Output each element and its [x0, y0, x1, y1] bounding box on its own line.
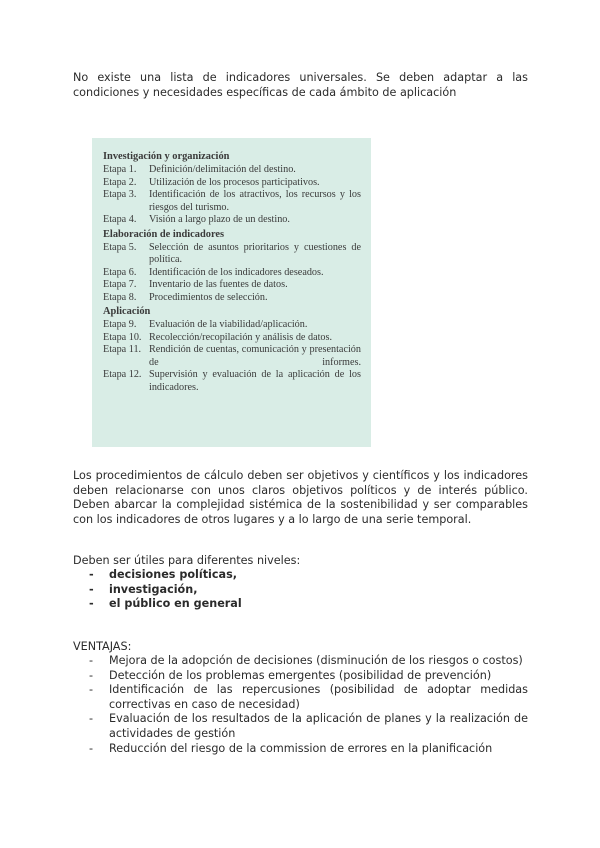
stage-number: Etapa 1. [103, 164, 137, 175]
stage-text: Procedimientos de selección. [149, 291, 268, 303]
stage-text: Identificación de los indicadores deseados. [149, 266, 324, 278]
stage-number: Etapa 4. [103, 214, 137, 225]
advantages-list [73, 654, 528, 756]
stage-text: Evaluación de la viabilidad/aplicación. [149, 319, 308, 330]
intro-paragraph: No existe una lista de indicadores universales. Se deben adaptar a las condiciones y necesidades específicas de cada ámbito de aplicación [73, 71, 528, 99]
stage-text: Utilización de los procesos participativos. [149, 176, 320, 188]
stage-row [103, 369, 361, 394]
procedures-paragraph: Los procedimientos de cálculo deben ser objetivos y científicos y los indicadores deben relacionarse con unos claros objetivos políticos y de interés público. Deben abarcar la complejidad sistémica de la sostenibilidad y ser comparables con los indicadores de otros lugares y a lo largo de una serie temporal. [73, 469, 528, 526]
list-item: - Detección de los problemas emergentes (posibilidad de prevención) [73, 669, 528, 684]
stage-number: Etapa 5. [103, 241, 137, 253]
stage-number: Etapa 7. [103, 279, 137, 290]
list-item: - decisiones políticas, [73, 568, 528, 583]
stage-number: Etapa 10. [103, 331, 142, 343]
list-item: - el público en general [73, 597, 528, 612]
stage-row [103, 214, 361, 227]
stage-row [103, 319, 361, 332]
levels-list [73, 568, 528, 612]
stage-number: Etapa 3. [103, 189, 137, 200]
stage-row [103, 189, 361, 214]
list-item: - investigación, [73, 583, 528, 598]
stage-row [103, 242, 361, 267]
stage-text: Visión a largo plazo de un destino. [149, 214, 290, 225]
stage-text: Inventario de las fuentes de datos. [149, 279, 288, 290]
stage-number: Etapa 6. [103, 266, 137, 278]
list-item: - Reducción del riesgo de la commission de errores en la planificación [73, 742, 528, 757]
stage-row [103, 279, 361, 292]
stage-text: Definición/delimitación del destino. [149, 164, 296, 175]
section-heading: Investigación y organización [103, 151, 230, 162]
stage-text: Recolección/recopilación y análisis de datos. [149, 331, 333, 343]
stage-row [103, 332, 361, 345]
stage-row [103, 344, 361, 369]
stage-number: Etapa 11. [103, 344, 142, 355]
stages-box [92, 138, 371, 447]
stage-number: Etapa 12. [103, 369, 142, 380]
stage-text: Supervisión y evaluación de la aplicación de los indicadores. [149, 369, 361, 393]
stage-row [103, 292, 361, 305]
section-heading: Aplicación [103, 306, 151, 317]
section-heading: Elaboración de indicadores [103, 228, 225, 240]
list-item: - Mejora de la adopción de decisiones (disminución de los riesgos o costos) [73, 654, 528, 669]
stage-number: Etapa 8. [103, 291, 137, 303]
advantages-title: VENTAJAS: [73, 640, 132, 653]
list-item: - Evaluación de los resultados de la aplicación de planes y la realización de actividades de gestión [73, 712, 528, 741]
list-item: - Identificación de las repercusiones (posibilidad de adoptar medidas correctivas en caso de necesidad) [73, 683, 528, 712]
stage-number: Etapa 2. [103, 176, 137, 188]
stage-text: Selección de asuntos prioritarios y cuestiones de política. [149, 241, 361, 265]
levels-intro: Deben ser útiles para diferentes niveles: [73, 554, 301, 567]
stage-text: Rendición de cuentas, comunicación y presentación de informes. [149, 344, 361, 368]
stage-row [103, 164, 361, 177]
stage-number: Etapa 9. [103, 319, 137, 330]
stage-row [103, 267, 361, 280]
stage-text: Identificación de los atractivos, los recursos y los riesgos del turismo. [149, 189, 361, 213]
stage-row [103, 177, 361, 190]
